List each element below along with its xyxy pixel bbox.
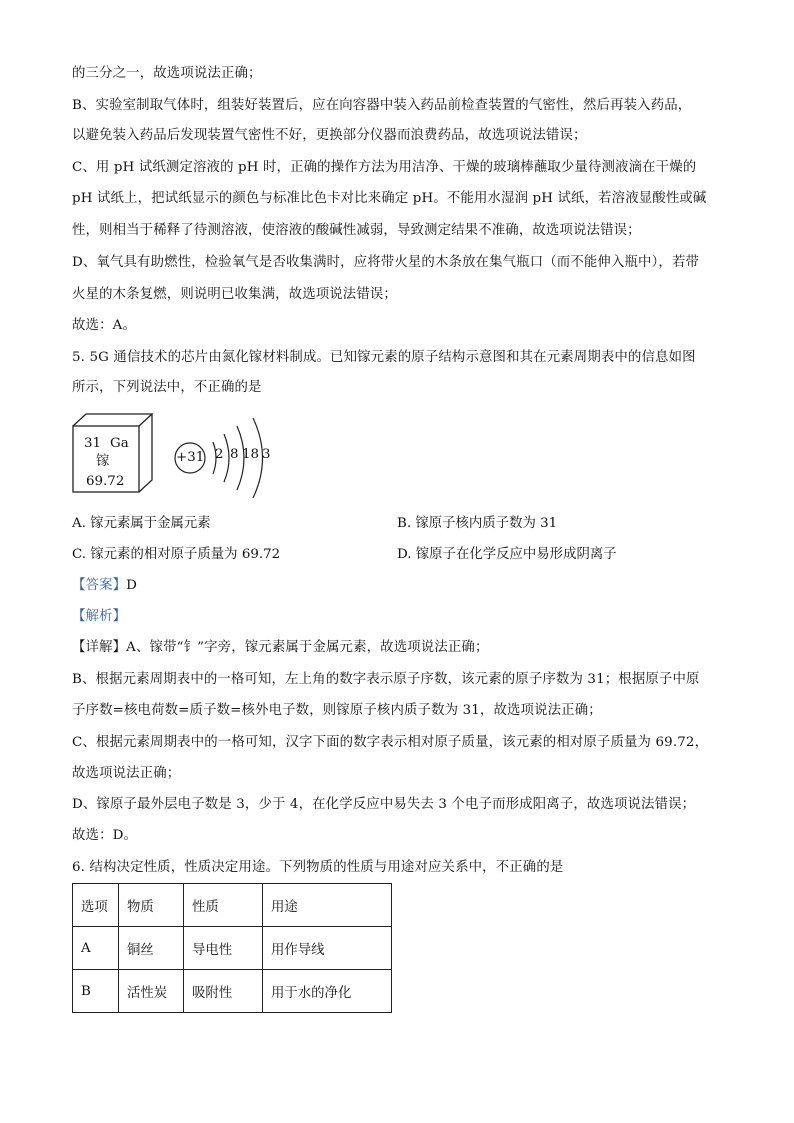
- text-line: 故选：D。: [72, 828, 138, 843]
- table-cell: 活性炭: [119, 970, 184, 1013]
- text-line: D、镓原子最外层电子数是 3，少于 4，在化学反应中易失去 3 个电子而形成阳离子，故选项说法错误；: [72, 797, 696, 812]
- text-line: 故选：A。: [72, 318, 136, 333]
- text-line: D、氧气具有助燃性，检验氧气是否收集满时，应将带火星的木条放在集气瓶口（而不能伸入瓶中），若带: [72, 255, 700, 270]
- text-line: 子序数=核电荷数=质子数=核外电子数，则镓原子核内质子数为 31，故选项说法正确；: [72, 703, 602, 718]
- text-line: C、用 pH 试纸测定溶液的 pH 时，正确的操作方法为用洁净、干燥的玻璃棒蘸取少量待测液滴在干燥的: [72, 160, 697, 175]
- table-row: [73, 970, 392, 1013]
- atomic-mass: 69.72: [86, 474, 125, 489]
- table-header-cell: 性质: [184, 884, 263, 927]
- table-cell: 导电性: [184, 927, 263, 970]
- shell-count-4: 3: [262, 447, 271, 462]
- answer-value: D: [126, 578, 138, 593]
- table-header-cell: 用途: [263, 884, 392, 927]
- option-b: B. 镓原子核内质子数为 31: [397, 516, 558, 531]
- text-line: 以避免装入药品后发现装置气密性不好，更换部分仪器而浪费药品，故选项说法错误；: [72, 128, 587, 143]
- atomic-number: 31: [84, 436, 102, 451]
- element-symbol: Ga: [110, 436, 129, 451]
- nucleus-charge: +31: [176, 450, 205, 465]
- gallium-figure: [72, 412, 282, 502]
- table-header-cell: 选项: [73, 884, 119, 927]
- detail-tag: 【详解】: [72, 640, 127, 655]
- analysis-line: [72, 607, 126, 627]
- table-cell: 吸附性: [184, 970, 263, 1013]
- element-name: 镓: [96, 454, 110, 469]
- shell-count-1: 2: [215, 447, 224, 462]
- shell-count-3: 18: [242, 447, 260, 462]
- table-cell: 用作导线: [263, 927, 392, 970]
- text-line: B、根据元素周期表中的一格可知，左上角的数字表示原子序数，该元素的原子序数为 31；根据原子中原: [72, 672, 700, 687]
- answer-line: [72, 576, 137, 596]
- question-5-stem: 5. 5G 通信技术的芯片由氮化镓材料制成。已知镓元素的原子结构示意图和其在元素周期表中的信息如图: [72, 350, 696, 365]
- table-header-row: [73, 884, 392, 927]
- answer-tag: 【答案】: [72, 578, 127, 593]
- text-line: 故选项说法正确；: [72, 766, 181, 781]
- analysis-tag: 【解析】: [72, 609, 127, 624]
- table-row: [73, 927, 392, 970]
- question-6-stem: 6. 结构决定性质，性质决定用途。下列物质的性质与用途对应关系中，不正确的是: [72, 860, 564, 875]
- text-line: B、实验室制取气体时，组装好装置后，应在向容器中装入药品前检查装置的气密性，然后再装入药品，: [72, 98, 692, 113]
- option-c: C. 镓元素的相对原子质量为 69.72: [72, 547, 281, 562]
- table-header-cell: 物质: [119, 884, 184, 927]
- table-cell: 铜丝: [119, 927, 184, 970]
- text-line: 的三分之一，故选项说法正确；: [72, 66, 262, 81]
- detail-text: A、镓带“钅”字旁，镓元素属于金属元素，故选项说法正确；: [126, 640, 489, 655]
- shell-count-2: 8: [230, 447, 239, 462]
- shell-arc-2: [224, 434, 229, 482]
- question-5-stem-cont: 所示，下列说法中，不正确的是: [72, 380, 262, 395]
- property-table: [72, 883, 392, 1013]
- detail-line: [72, 638, 489, 658]
- text-line: 性，则相当于稀释了待测溶液，使溶液的酸碱性减弱，导致测定结果不准确，故选项说法错误；: [72, 223, 641, 238]
- table-cell: A: [73, 927, 119, 970]
- text-line: pH 试纸上，把试纸显示的颜色与标准比色卡对比来确定 pH。不能用水湿润 pH 试纸，若溶液显酸性或碱: [72, 191, 707, 206]
- table-cell: 用于水的净化: [263, 970, 392, 1013]
- option-a: A. 镓元素属于金属元素: [72, 516, 211, 531]
- text-line: C、根据元素周期表中的一格可知，汉字下面的数字表示相对原子质量，该元素的相对原子质量为 69.72，: [72, 735, 709, 750]
- option-d: D. 镓原子在化学反应中易形成阴离子: [397, 547, 617, 562]
- text-line: 火星的木条复燃，则说明已收集满，故选项说法错误；: [72, 287, 397, 302]
- table-cell: B: [73, 970, 119, 1013]
